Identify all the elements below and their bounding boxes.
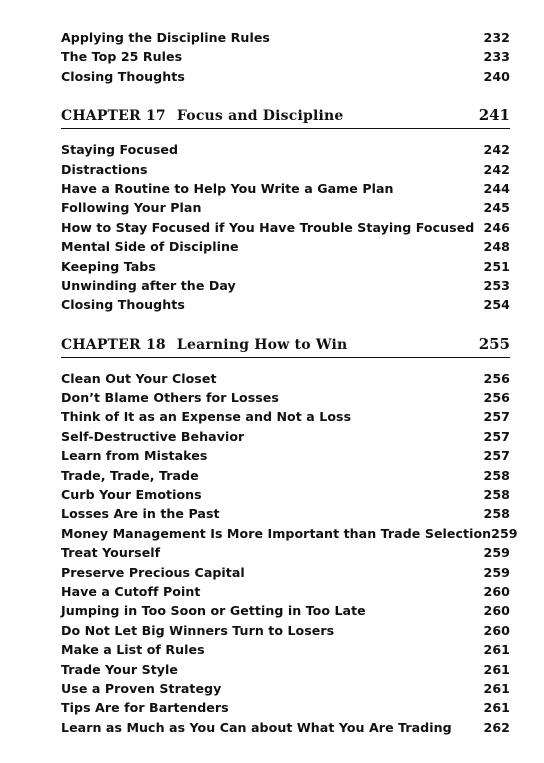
toc-entry-page: 257 [483, 409, 510, 425]
toc-entry-title: Mental Side of Discipline [61, 239, 239, 255]
toc-entry-title: Don’t Blame Others for Losses [61, 390, 279, 406]
toc-entry-title: Losses Are in the Past [61, 506, 220, 522]
toc-entry [61, 718, 510, 737]
toc-entry-title: Distractions [61, 161, 148, 177]
toc-entry-title: Following Your Plan [61, 200, 202, 216]
toc-entry-page: 246 [483, 219, 510, 235]
toc-entry [61, 47, 510, 66]
toc-entry-page: 240 [483, 68, 510, 84]
toc-entry-page: 259 [483, 545, 510, 561]
toc-entry-title: Learn as Much as You Can about What You Are Trading [61, 719, 452, 735]
toc-entry [61, 28, 510, 47]
toc-entry [61, 640, 510, 659]
toc-entry-page: 259 [483, 564, 510, 580]
toc-entry-title: Have a Routine to Help You Write a Game Plan [61, 180, 394, 196]
toc-entry [61, 524, 518, 543]
toc-entry-page: 258 [483, 487, 510, 503]
toc-entry-title: Clean Out Your Closet [61, 370, 217, 386]
toc-entry [61, 427, 510, 446]
toc-entry [61, 621, 510, 640]
toc-entry [61, 563, 510, 582]
toc-entry-page: 257 [483, 428, 510, 444]
toc-entry-page: 253 [483, 277, 510, 293]
toc-entry-title: Money Management Is More Important than Trade Selection [61, 525, 492, 541]
toc-entry-title: Curb Your Emotions [61, 487, 202, 503]
chapter-name: Learning How to Win [176, 336, 348, 353]
toc-entry-title: Unwinding after the Day [61, 277, 236, 293]
toc-entry-page: 259 [491, 525, 518, 541]
toc-entry [61, 504, 510, 523]
toc-entry-page: 233 [483, 49, 510, 65]
toc-entry [61, 660, 510, 679]
chapter-17-heading [61, 104, 510, 129]
toc-entry-title: Closing Thoughts [61, 68, 185, 84]
toc-entry-title: Use a Proven Strategy [61, 680, 222, 696]
toc-entry-page: 260 [483, 622, 510, 638]
toc-entry-page: 258 [483, 506, 510, 522]
chapter-name: Focus and Discipline [176, 108, 344, 125]
toc-entry [61, 466, 510, 485]
toc-entry-title: Do Not Let Big Winners Turn to Losers [61, 622, 335, 638]
toc-entry-page: 242 [483, 142, 510, 158]
toc-entry-page: 261 [483, 661, 510, 677]
chapter-title [61, 108, 344, 124]
toc-entry [61, 295, 510, 314]
toc-entry [61, 446, 510, 465]
toc-entry [61, 582, 510, 601]
chapter-number: CHAPTER 17 [61, 108, 166, 125]
toc-entry-page: 258 [483, 467, 510, 483]
toc-entry-page: 256 [483, 370, 510, 386]
toc-entry-title: Keeping Tabs [61, 258, 156, 274]
toc-entry-page: 254 [483, 297, 510, 313]
toc-entry-page: 244 [483, 180, 510, 196]
toc-entry [61, 698, 510, 717]
toc-entry-title: Self-Destructive Behavior [61, 428, 245, 444]
toc-entry-title: Trade Your Style [61, 661, 178, 677]
toc-entry-title: Closing Thoughts [61, 297, 185, 313]
toc-entry-title: Trade, Trade, Trade [61, 467, 199, 483]
chapter-18-heading [61, 333, 510, 358]
toc-entry-page: 245 [483, 200, 510, 216]
section-entries-continued [61, 28, 510, 86]
toc-entry-title: Applying the Discipline Rules [61, 30, 270, 45]
toc-entry-title: Learn from Mistakes [61, 448, 208, 464]
toc-entry-page: 242 [483, 161, 510, 177]
toc-entry [61, 140, 510, 159]
toc-entry-title: The Top 25 Rules [61, 49, 183, 65]
toc-entry [61, 679, 510, 698]
toc-entry-title: Preserve Precious Capital [61, 564, 245, 580]
toc-entry-page: 260 [483, 603, 510, 619]
toc-entry-page: 261 [483, 680, 510, 696]
toc-entry-title: Think of It as an Expense and Not a Loss [61, 409, 352, 425]
toc-entry-page: 261 [483, 700, 510, 716]
toc-entry [61, 601, 510, 620]
chapter-page: 255 [478, 334, 510, 353]
table-of-contents [61, 28, 518, 737]
toc-entry-page: 260 [483, 583, 510, 599]
toc-entry-title: Treat Yourself [61, 545, 161, 561]
toc-entry [61, 198, 510, 217]
toc-entry [61, 257, 510, 276]
toc-entry-title: Tips Are for Bartenders [61, 700, 229, 716]
toc-entry [61, 407, 510, 426]
toc-entry [61, 237, 510, 256]
toc-entry-page: 256 [483, 390, 510, 406]
toc-entry [61, 543, 510, 562]
toc-entry-page: 257 [483, 448, 510, 464]
toc-entry [61, 485, 510, 504]
toc-entry-title: Make a List of Rules [61, 642, 205, 658]
toc-entry [61, 160, 510, 179]
toc-entry [61, 388, 510, 407]
chapter-18-entries [61, 369, 518, 737]
toc-entry-title: Jumping in Too Soon or Getting in Too Late [61, 603, 366, 619]
chapter-page: 241 [478, 106, 510, 125]
toc-entry-title: Have a Cutoff Point [61, 583, 201, 599]
chapter-title [61, 337, 347, 353]
toc-entry-page: 262 [483, 719, 510, 735]
toc-entry [61, 276, 510, 295]
toc-entry-title: Staying Focused [61, 142, 179, 158]
toc-entry-page: 251 [483, 258, 510, 274]
toc-entry-page: 232 [483, 30, 510, 45]
toc-entry [61, 369, 510, 388]
toc-entry-page: 261 [483, 642, 510, 658]
toc-entry [61, 179, 510, 198]
toc-entry [61, 67, 510, 86]
chapter-number: CHAPTER 18 [61, 336, 166, 353]
toc-entry-title: How to Stay Focused if You Have Trouble Staying Focused [61, 219, 475, 235]
toc-entry [61, 218, 510, 237]
chapter-17-entries [61, 140, 510, 315]
toc-entry-page: 248 [483, 239, 510, 255]
